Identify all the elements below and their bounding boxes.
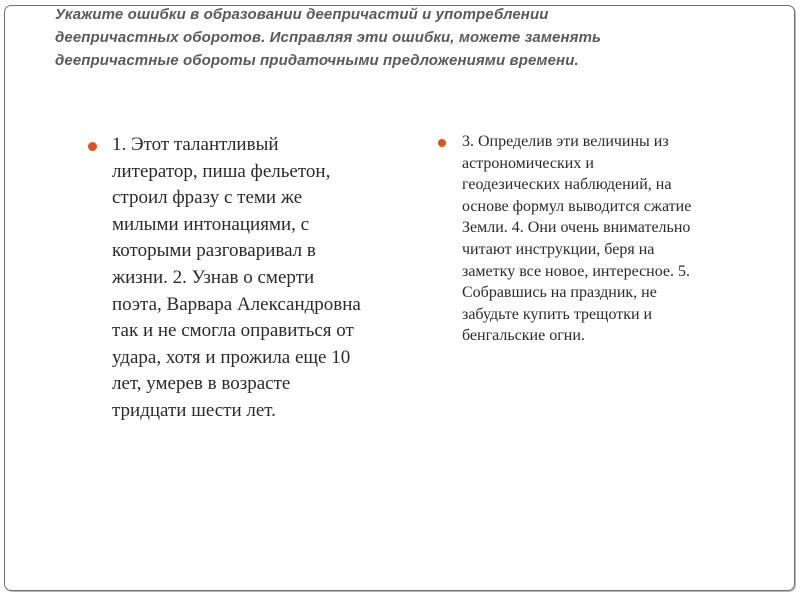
text-line: милыми интонациями, с <box>112 213 310 235</box>
title-line: Укажите ошибки в образовании деепричастий и употреблении <box>55 6 549 23</box>
text-line: астрономических и <box>462 154 594 172</box>
text-line: строил фразу с теми же <box>112 187 303 209</box>
text-line: бенгальские огни. <box>462 327 585 345</box>
text-line: литератор, пиша фельетон, <box>112 160 331 182</box>
text-line: удара, хотя и прожила еще 10 <box>112 346 351 368</box>
text-line: забудьте купить трещотки и <box>462 305 653 323</box>
left-bullet-item <box>112 132 361 425</box>
text-line: лет, умерев в возрасте <box>112 373 291 395</box>
text-line: тридцати шести лет. <box>112 399 276 421</box>
bullet-icon <box>88 142 97 151</box>
text-line: Земли. 4. Они очень внимательно <box>462 219 691 237</box>
text-line: Собравшись на праздник, не <box>462 284 657 302</box>
text-line: так и не смогла оправиться от <box>112 320 354 342</box>
slide-title <box>55 3 755 72</box>
right-bullet-item <box>462 131 691 347</box>
text-line: 1. Этот талантливый <box>112 134 279 155</box>
text-line: геодезических наблюдений, на <box>462 176 672 194</box>
text-line: поэта, Варвара Александровна <box>112 293 361 315</box>
bullet-icon <box>438 139 446 147</box>
text-line: читают инструкции, беря на <box>462 240 655 258</box>
text-line: основе формул выводится сжатие <box>462 197 692 215</box>
text-line: которыми разговаривал в <box>112 240 316 262</box>
text-line: жизни. 2. Узнав о смерти <box>112 266 315 288</box>
text-line: заметку все новое, интересное. 5. <box>462 262 691 280</box>
title-line: деепричастные обороты придаточными предложениями времени. <box>55 52 579 69</box>
title-line: деепричастных оборотов. Исправляя эти ошибки, можете заменять <box>55 29 602 46</box>
text-line: 3. Определив эти величины из <box>462 133 669 150</box>
